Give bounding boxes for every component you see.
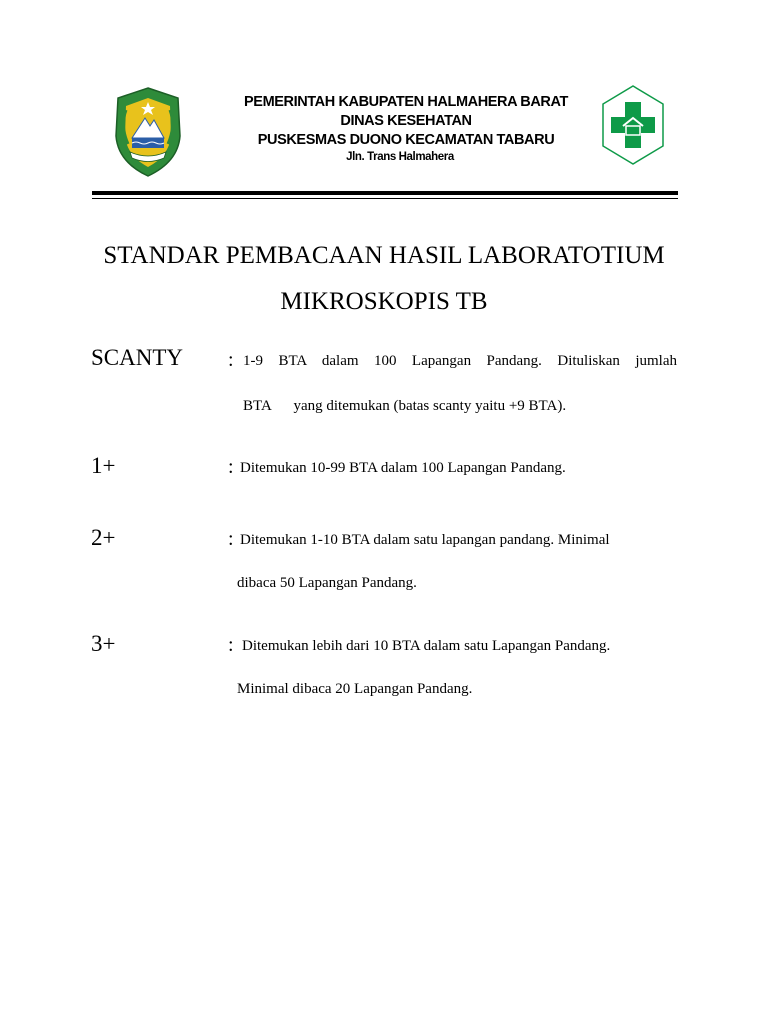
document-title-line1: STANDAR PEMBACAAN HASIL LABORATOTIUM	[103, 242, 665, 269]
puskesmas-cross-icon	[600, 84, 666, 166]
letterhead-address: Jln. Trans Halmahera	[346, 151, 454, 163]
entry-colon: :	[228, 528, 234, 550]
entry-label: 1+	[91, 453, 116, 478]
letterhead-puskesmas: PUSKESMAS DUONO KECAMATAN TABARU	[257, 132, 555, 148]
entry-description-line1: Ditemukan 10-99 BTA dalam 100 Lapangan Pandang.	[240, 460, 566, 476]
entry-label: SCANTY	[91, 345, 184, 370]
entry-colon: :	[228, 634, 234, 656]
entry-description-line2: Minimal dibaca 20 Lapangan Pandang.	[237, 681, 473, 697]
entry-label: 3+	[91, 631, 116, 656]
entry-description-line1: Ditemukan lebih dari 10 BTA dalam satu Lapangan Pandang.	[242, 638, 611, 654]
entry-description-line1: Ditemukan 1-10 BTA dalam satu lapangan pandang. Minimal	[240, 532, 610, 548]
entry-colon: :	[228, 456, 234, 478]
entry-description-line2: dibaca 50 Lapangan Pandang.	[237, 575, 417, 591]
document-title-line2: MIKROSKOPIS TB	[280, 288, 488, 315]
letterhead-rule-thin	[92, 198, 678, 199]
letterhead-rule-thick	[92, 191, 678, 195]
entry-label: 2+	[91, 525, 116, 550]
entry-description-line2: BTA yang ditemukan (batas scanty yaitu +9 BTA).	[243, 398, 567, 414]
letterhead-department: DINAS KESEHATAN	[340, 113, 472, 129]
regency-emblem-icon	[112, 86, 184, 178]
letterhead-government: PEMERINTAH KABUPATEN HALMAHERA BARAT	[244, 94, 568, 110]
entry-colon: :	[228, 349, 234, 371]
letterhead	[200, 93, 612, 164]
entry-description-line1: 1-9 BTA dalam 100 Lapangan Pandang. Dituliskan jumlah	[243, 353, 677, 369]
